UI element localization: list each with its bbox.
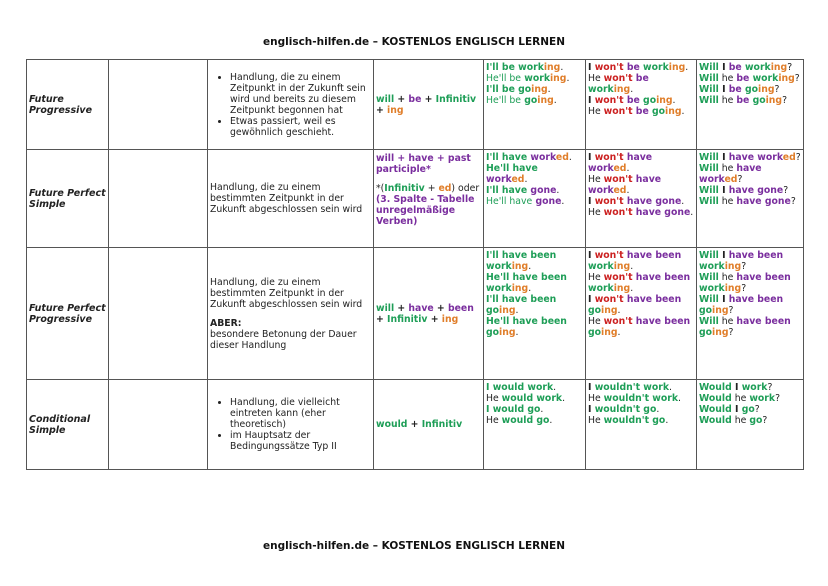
example-sentence: I won't have gone. bbox=[588, 196, 685, 207]
tense-formula: will + have + been + Infinitiv + ing bbox=[374, 248, 484, 380]
affirmative-examples bbox=[484, 150, 586, 248]
example-sentence: Would I work? bbox=[699, 382, 773, 393]
example-sentence: I'll have worked. bbox=[486, 152, 572, 163]
negative-examples bbox=[586, 60, 697, 150]
example-sentence: He would work. bbox=[486, 393, 566, 404]
example-sentence: He won't have been going. bbox=[588, 316, 691, 338]
example-sentence: I won't be going. bbox=[588, 95, 676, 106]
example-sentence: He'll have been working. bbox=[486, 272, 567, 294]
page-footer: englisch-hilfen.de – KOSTENLOS ENGLISCH LERNEN bbox=[263, 540, 565, 552]
affirmative-examples bbox=[484, 380, 586, 470]
example-sentence: Would he go? bbox=[699, 415, 768, 426]
affirmative-examples bbox=[484, 60, 586, 150]
example-sentence: I'll be working. bbox=[486, 62, 564, 73]
list-item: • Handlung, die zu einem Zeitpunkt in der Zukunft sein wird und bereits zu diesem Zeitpunkt begonnen hat bbox=[230, 72, 371, 116]
example-sentence: Will he be going? bbox=[699, 95, 788, 106]
example-sentence: He'll have been going. bbox=[486, 316, 567, 338]
tense-formula: will + have + past participle* *(Infinitiv + ed) oder (3. Spalte - Tabelle unregelmäßige Verben) bbox=[374, 150, 484, 248]
empty-cell bbox=[109, 150, 208, 248]
tense-description: Handlung, die zu einem bestimmten Zeitpunkt in der Zukunft abgeschlossen sein wird bbox=[208, 150, 374, 248]
example-sentence: Will he have been going? bbox=[699, 316, 791, 338]
tense-description bbox=[208, 60, 374, 150]
example-sentence: He won't have worked. bbox=[588, 174, 662, 196]
example-sentence: He'll have gone. bbox=[486, 196, 565, 207]
example-sentence: He'll be going. bbox=[486, 95, 557, 106]
example-sentence: Would he work? bbox=[699, 393, 780, 404]
tense-description: Handlung, die zu einem bestimmten Zeitpunkt in der Zukunft abgeschlossen sein wird ABER: besondere Betonung der Dauer dieser Handlung bbox=[208, 248, 374, 380]
example-sentence: I won't have been working. bbox=[588, 250, 682, 272]
example-sentence: I'll have been going. bbox=[486, 294, 557, 316]
example-sentence: He won't be working. bbox=[588, 73, 649, 95]
negative-examples bbox=[586, 150, 697, 248]
example-sentence: Will he have worked? bbox=[699, 163, 762, 185]
table-row bbox=[27, 150, 804, 248]
example-sentence: He won't have been working. bbox=[588, 272, 691, 294]
tense-formula: would + Infinitiv bbox=[374, 380, 484, 470]
tense-table bbox=[26, 59, 804, 470]
list-item: • im Hauptsatz der Bedingungssätze Typ II bbox=[230, 430, 371, 452]
example-sentence: He won't have gone. bbox=[588, 207, 694, 218]
table-row bbox=[27, 380, 804, 470]
tense-name: Future Perfect Simple bbox=[27, 150, 109, 248]
example-sentence: Will I have worked? bbox=[699, 152, 801, 163]
example-sentence: I'll have gone. bbox=[486, 185, 560, 196]
example-sentence: Will I have been going? bbox=[699, 294, 784, 316]
example-sentence: I would go. bbox=[486, 404, 544, 415]
tense-formula: will + be + Infinitiv + ing bbox=[374, 60, 484, 150]
question-examples bbox=[697, 60, 804, 150]
example-sentence: I won't have been going. bbox=[588, 294, 682, 316]
example-sentence: Will I be working? bbox=[699, 62, 793, 73]
list-item: • Etwas passiert, weil es gewöhnlich geschieht. bbox=[230, 116, 371, 138]
tense-name: Conditional Simple bbox=[27, 380, 109, 470]
example-sentence: I wouldn't go. bbox=[588, 404, 660, 415]
tense-name: Future Progressive bbox=[27, 60, 109, 150]
example-sentence: Will he have gone? bbox=[699, 196, 796, 207]
empty-cell bbox=[109, 248, 208, 380]
example-sentence: I wouldn't work. bbox=[588, 382, 673, 393]
example-sentence: He wouldn't go. bbox=[588, 415, 669, 426]
example-sentence: He'll be working. bbox=[486, 73, 570, 84]
negative-examples bbox=[586, 380, 697, 470]
empty-cell bbox=[109, 380, 208, 470]
example-sentence: Will I have gone? bbox=[699, 185, 789, 196]
empty-cell bbox=[109, 60, 208, 150]
example-sentence: Would I go? bbox=[699, 404, 760, 415]
page-header: englisch-hilfen.de – KOSTENLOS ENGLISCH LERNEN bbox=[263, 36, 565, 48]
question-examples bbox=[697, 150, 804, 248]
example-sentence: I'll be going. bbox=[486, 84, 551, 95]
example-sentence: He won't be going. bbox=[588, 106, 685, 117]
example-sentence: Will I have been working? bbox=[699, 250, 784, 272]
question-examples bbox=[697, 380, 804, 470]
example-sentence: He'll have worked. bbox=[486, 163, 538, 185]
example-sentence: I'll have been working. bbox=[486, 250, 557, 272]
question-examples bbox=[697, 248, 804, 380]
example-sentence: Will I be going? bbox=[699, 84, 780, 95]
tense-name: Future Perfect Progressive bbox=[27, 248, 109, 380]
affirmative-examples bbox=[484, 248, 586, 380]
example-sentence: Will he have been working? bbox=[699, 272, 791, 294]
example-sentence: He would go. bbox=[486, 415, 553, 426]
table-row bbox=[27, 60, 804, 150]
example-sentence: He wouldn't work. bbox=[588, 393, 681, 404]
table-row bbox=[27, 248, 804, 380]
negative-examples bbox=[586, 248, 697, 380]
example-sentence: I would work. bbox=[486, 382, 557, 393]
list-item: • Handlung, die vielleicht eintreten kann (eher theoretisch) bbox=[230, 397, 371, 430]
example-sentence: I won't be working. bbox=[588, 62, 689, 73]
example-sentence: Will he be working? bbox=[699, 73, 800, 84]
example-sentence: I won't have worked. bbox=[588, 152, 653, 174]
tense-description bbox=[208, 380, 374, 470]
